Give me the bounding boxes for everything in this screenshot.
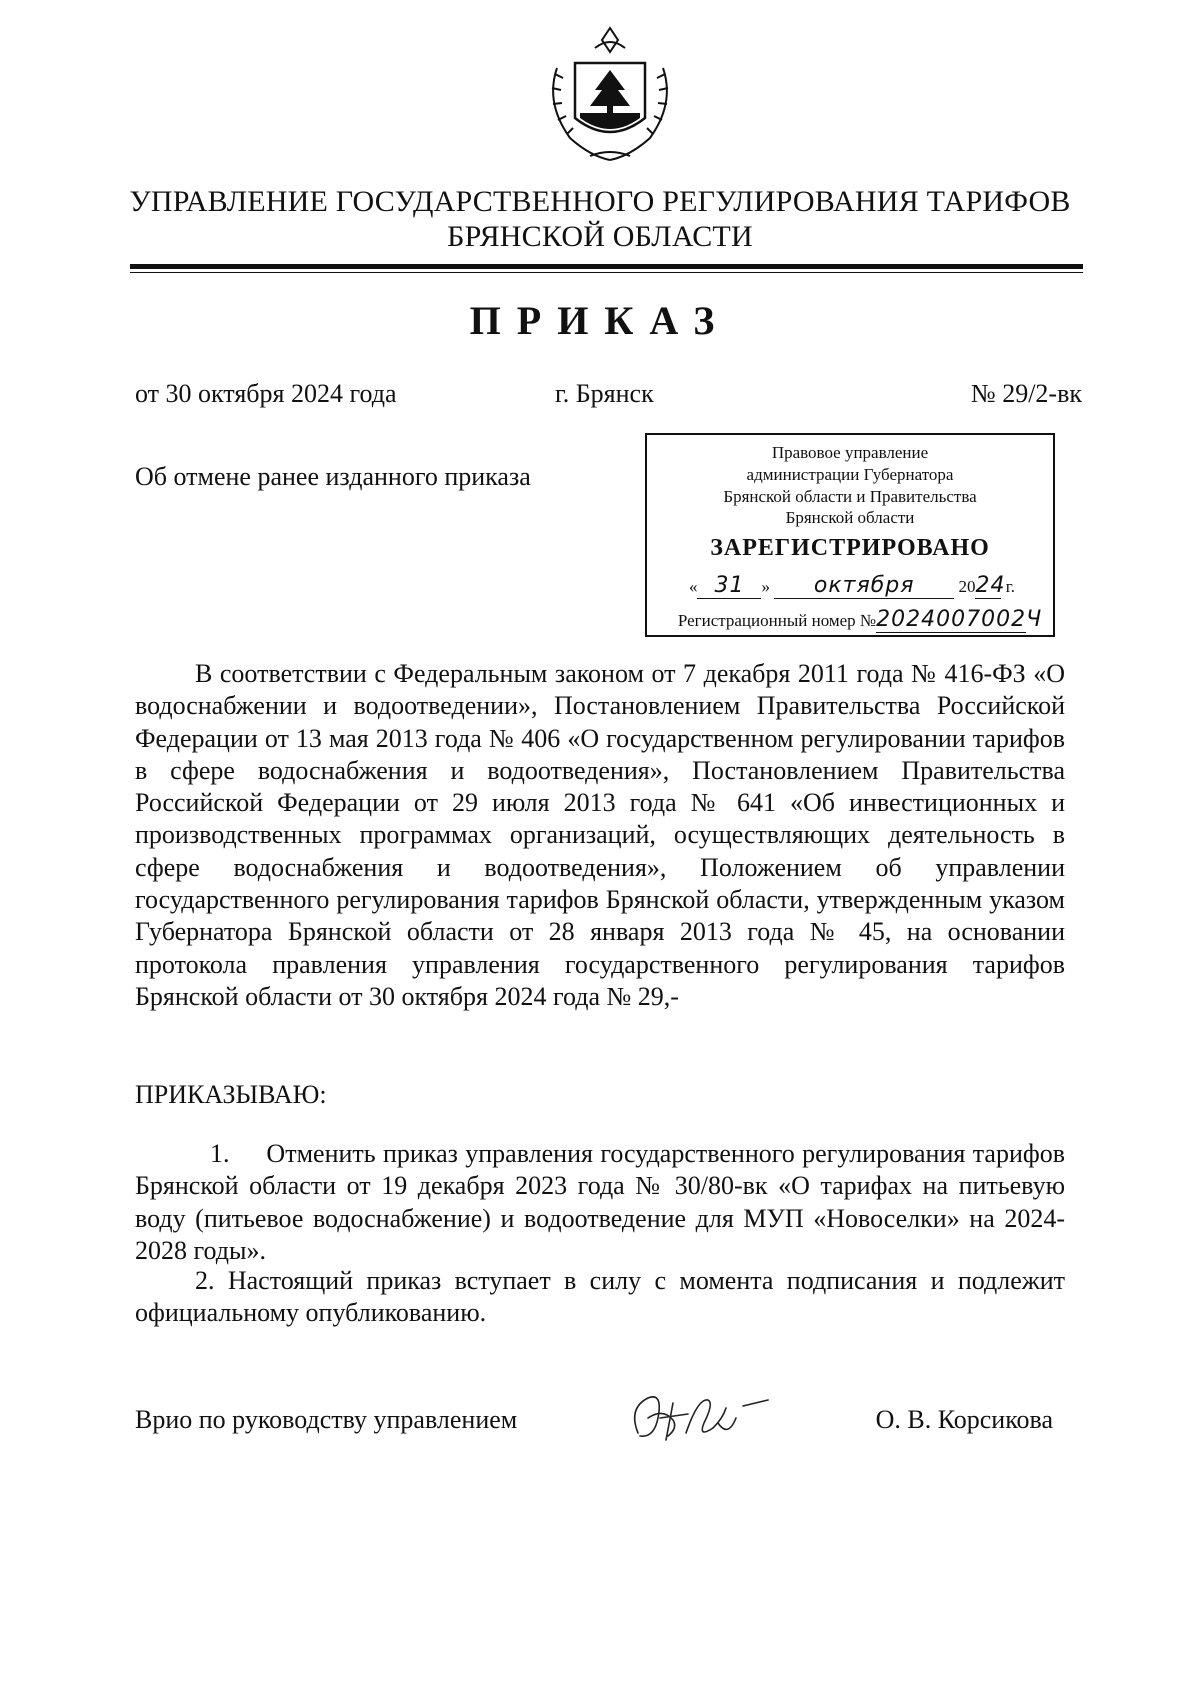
stamp-line-4: Брянской области [785,508,915,527]
organization-name-line1: УПРАВЛЕНИЕ ГОСУДАРСТВЕННОГО РЕГУЛИРОВАНИЯ ТАРИФОВ [129,185,1071,218]
stamp-month: октября [774,573,954,599]
order-date: от 30 октября 2024 года [135,379,397,408]
bryansk-coat-of-arms-icon [535,18,685,168]
order-subject: Об отмене ранее изданного приказа [135,462,531,491]
signatory-role: Врио по руководству управлением [135,1405,518,1434]
stamp-year-suffix: 24 [975,573,1006,598]
preamble-paragraph: В соответствии с Федеральным законом от 7 декабря 2011 года № 416-ФЗ «О водоснабжении и водоотведении», Постановлением Правительства Российской Федерации от 13 мая 2013 года № 406 «О государственном регулировании тарифов в сфере водоснабжения и водоотведения», Постановлением Правительства Российской Федерации от 29 июля 2013 года № 641 «Об инвестиционных и производственных программах организаций, осуществляющих деятельность в сфере водоснабжения и водоотведения», Положением об управлении государственного регулирования тарифов Брянской области, утвержденным указом Губернатора Брянской области от 28 января 2013 года № 45, на основании протокола правления управления государственного регулирования тарифов Брянской области от 30 октября 2024 года № 29,- [135,659,1065,1011]
stamp-reg-number: 2024007002Ч [876,607,1043,632]
stamp-registration-line [657,607,1047,633]
stamp-line-2: администрации Губернатора [746,465,954,484]
signatory-name: О. В. Корсикова [875,1405,1053,1434]
organization-name-line2: БРЯНСКОЙ ОБЛАСТИ [447,220,753,253]
order-city: г. Брянск [555,379,654,408]
stamp-year-unit: г. [1005,577,1016,596]
handwritten-signature [618,1378,778,1458]
stamp-day: 31 [697,573,761,599]
stamp-line-1: Правовое управление [771,443,929,462]
stamp-line-3: Брянской области и Правительства [723,487,977,506]
header-rule-thin [130,272,1083,273]
order-word: ПРИКАЗЫВАЮ: [135,1080,327,1109]
document-title: ПРИКАЗ [469,298,731,343]
registration-stamp [645,433,1055,637]
header-rule-thick [130,264,1083,269]
order-item-1: 1. Отменить приказ управления государственного регулирования тарифов Брянской области от 19 декабря 2023 года № 30/80-вк «О тарифах на питьевую воду (питьевое водоснабжение) и водоотведение для МУП «Новоселки» на 2024-2028 годы». [135,1139,1072,1265]
stamp-registered-label: ЗАРЕГИСТРИРОВАНО [710,535,990,561]
stamp-date-line: « 31 » октября 2024 г. [688,573,1016,598]
stamp-year-prefix: 20 [958,577,976,596]
order-number: № 29/2-вк [970,379,1082,408]
stamp-reg-label: Регистрационный номер № [677,611,877,630]
order-item-2: 2. Настоящий приказ вступает в силу с момента подписания и подлежит официальному опубликованию. [135,1266,1065,1328]
